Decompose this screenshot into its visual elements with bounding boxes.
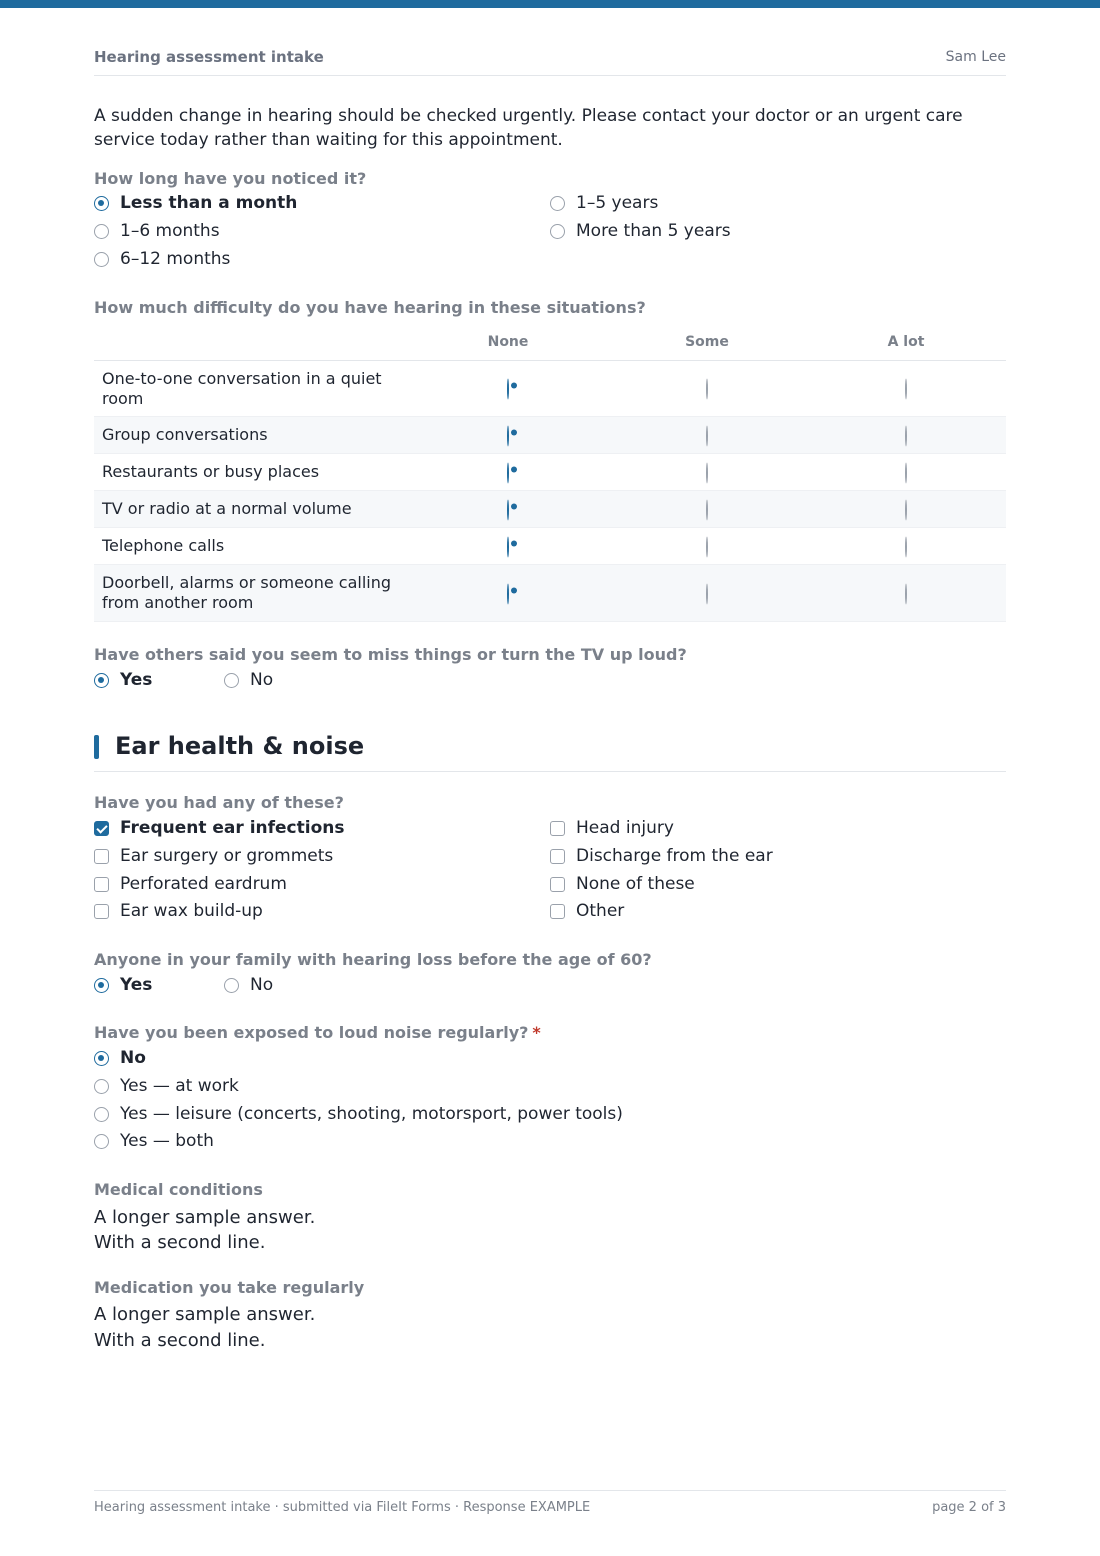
radio-icon	[706, 499, 708, 520]
radio-icon	[94, 1134, 109, 1149]
table-row	[94, 454, 1006, 491]
grid-radio-some[interactable]	[706, 426, 708, 445]
row-label: One-to-one conversation in a quiet room	[102, 369, 382, 408]
grid-radio-none[interactable]	[507, 426, 509, 445]
section-accent-bar	[94, 735, 99, 759]
noise-question	[94, 1023, 541, 1042]
grid-radio-none[interactable]	[507, 500, 509, 519]
radio-icon	[507, 583, 509, 604]
form-title: Hearing assessment intake	[94, 48, 324, 66]
duration-option-more-than-5-years[interactable]	[550, 221, 731, 241]
column-header-a-lot: A lot	[887, 334, 925, 350]
option-label: Head injury	[576, 818, 674, 838]
grid-radio-none[interactable]	[507, 537, 509, 556]
page-footer	[94, 1490, 1006, 1520]
column-header-some: Some	[685, 334, 729, 350]
others-option-no[interactable]	[224, 670, 273, 690]
grid-radio-some[interactable]	[706, 380, 708, 399]
others-question: Have others said you seem to miss things or turn the TV up loud?	[94, 645, 687, 664]
duration-option-1-5-years[interactable]	[550, 193, 658, 213]
radio-icon	[507, 499, 509, 520]
row-label: Group conversations	[102, 425, 268, 444]
grid-radio-some[interactable]	[706, 500, 708, 519]
option-label: Other	[576, 901, 625, 921]
radio-icon	[507, 425, 509, 446]
row-label: Restaurants or busy places	[102, 462, 320, 481]
checkbox-icon	[94, 821, 109, 836]
option-label: Yes — both	[120, 1131, 214, 1151]
grid-radio-a-lot[interactable]	[905, 584, 907, 603]
top-accent-bar	[0, 0, 1100, 8]
option-label: Discharge from the ear	[576, 846, 773, 866]
table-row	[94, 361, 1006, 417]
history-option-ear-infections[interactable]	[94, 818, 344, 838]
option-label: 1–5 years	[576, 193, 659, 213]
checkbox-icon	[94, 877, 109, 892]
option-label: Yes	[120, 670, 153, 690]
history-option-other[interactable]	[550, 901, 624, 921]
history-option-head-injury[interactable]	[550, 818, 674, 838]
medical-question: Medical conditions	[94, 1180, 263, 1199]
radio-icon	[224, 673, 239, 688]
noise-option-leisure[interactable]	[94, 1104, 623, 1124]
medication-question: Medication you take regularly	[94, 1278, 365, 1297]
radio-icon	[94, 1107, 109, 1122]
option-label: Yes — leisure (concerts, shooting, motorsport, power tools)	[120, 1104, 623, 1124]
radio-icon	[905, 499, 907, 520]
option-label: Perforated eardrum	[120, 874, 287, 894]
checkbox-icon	[550, 904, 565, 919]
row-label: Doorbell, alarms or someone calling from another room	[102, 573, 391, 612]
page-number: page 2 of 3	[932, 1500, 1006, 1515]
grid-radio-none[interactable]	[507, 463, 509, 482]
urgent-notice: A sudden change in hearing should be checked urgently. Please contact your doctor or an urgent care service today rather than waiting for this appointment.	[94, 106, 963, 150]
radio-icon	[550, 196, 565, 211]
option-label: No	[250, 670, 274, 690]
checkbox-icon	[550, 849, 565, 864]
option-label: No	[250, 975, 274, 995]
option-label: Yes — at work	[120, 1076, 239, 1096]
duration-option-less-than-month[interactable]	[94, 193, 297, 213]
noise-question-text: Have you been exposed to loud noise regularly?	[94, 1023, 529, 1042]
grid-radio-a-lot[interactable]	[905, 380, 907, 399]
family-question: Anyone in your family with hearing loss before the age of 60?	[94, 950, 652, 969]
column-header-none: None	[487, 334, 529, 350]
footer-info: Hearing assessment intake · submitted via FileIt Forms · Response EXAMPLE	[94, 1500, 591, 1515]
duration-option-1-6-months[interactable]	[94, 221, 220, 241]
grid-radio-some[interactable]	[706, 463, 708, 482]
row-label: TV or radio at a normal volume	[102, 499, 352, 518]
medication-answer-line-1: A longer sample answer.	[94, 1304, 316, 1325]
duration-option-6-12-months[interactable]	[94, 249, 230, 269]
radio-icon	[507, 462, 509, 483]
radio-icon	[706, 583, 708, 604]
grid-radio-a-lot[interactable]	[905, 426, 907, 445]
checkbox-icon	[550, 877, 565, 892]
radio-icon	[224, 978, 239, 993]
radio-icon	[507, 379, 509, 400]
option-label: Ear wax build-up	[120, 901, 263, 921]
radio-icon	[507, 536, 509, 557]
user-name: Sam Lee	[945, 49, 1006, 65]
option-label: 1–6 months	[120, 221, 220, 241]
medical-answer-line-2: With a second line.	[94, 1232, 266, 1253]
grid-radio-a-lot[interactable]	[905, 463, 907, 482]
history-option-ear-surgery[interactable]	[94, 846, 333, 866]
history-option-discharge[interactable]	[550, 846, 773, 866]
page-header	[94, 48, 1006, 76]
option-label: No	[120, 1048, 146, 1068]
option-label: 6–12 months	[120, 249, 231, 269]
table-row	[94, 491, 1006, 528]
difficulty-grid	[94, 330, 1006, 622]
medical-answer-line-1: A longer sample answer.	[94, 1207, 316, 1228]
table-row	[94, 417, 1006, 454]
noise-option-work[interactable]	[94, 1076, 239, 1096]
radio-icon	[706, 536, 708, 557]
radio-icon	[94, 224, 109, 239]
radio-icon	[905, 583, 907, 604]
radio-icon	[94, 673, 109, 688]
radio-icon	[706, 379, 708, 400]
radio-icon	[706, 425, 708, 446]
medication-answer-line-2: With a second line.	[94, 1330, 266, 1351]
radio-icon	[94, 1051, 109, 1066]
option-label: Yes	[120, 975, 153, 995]
noise-option-both[interactable]	[94, 1131, 214, 1151]
row-label: Telephone calls	[102, 536, 225, 555]
section-title: Ear health & noise	[115, 732, 365, 760]
grid-radio-some[interactable]	[706, 584, 708, 603]
table-row	[94, 528, 1006, 565]
section-heading	[94, 732, 1006, 772]
history-option-perforated-eardrum[interactable]	[94, 874, 287, 894]
grid-radio-none[interactable]	[507, 380, 509, 399]
noise-option-no[interactable]	[94, 1048, 146, 1068]
family-option-no[interactable]	[224, 975, 273, 995]
option-label: Frequent ear infections	[120, 818, 345, 838]
grid-radio-none[interactable]	[507, 584, 509, 603]
history-question: Have you had any of these?	[94, 793, 344, 812]
option-label: More than 5 years	[576, 221, 731, 241]
others-option-yes[interactable]	[94, 670, 152, 690]
duration-question: How long have you noticed it?	[94, 169, 367, 188]
grid-radio-a-lot[interactable]	[905, 500, 907, 519]
history-option-ear-wax[interactable]	[94, 901, 263, 921]
checkbox-icon	[94, 849, 109, 864]
radio-icon	[905, 379, 907, 400]
family-option-yes[interactable]	[94, 975, 152, 995]
history-option-none[interactable]	[550, 874, 695, 894]
radio-icon	[550, 224, 565, 239]
radio-icon	[706, 462, 708, 483]
radio-icon	[905, 425, 907, 446]
radio-icon	[905, 462, 907, 483]
radio-icon	[94, 196, 109, 211]
option-label: None of these	[576, 874, 695, 894]
table-row	[94, 565, 1006, 622]
radio-icon	[905, 536, 907, 557]
radio-icon	[94, 252, 109, 267]
grid-radio-some[interactable]	[706, 537, 708, 556]
checkbox-icon	[550, 821, 565, 836]
option-label: Less than a month	[120, 193, 298, 213]
grid-header	[94, 330, 1006, 361]
radio-icon	[94, 1079, 109, 1094]
required-mark: *	[532, 1023, 541, 1042]
radio-icon	[94, 978, 109, 993]
checkbox-icon	[94, 904, 109, 919]
option-label: Ear surgery or grommets	[120, 846, 334, 866]
difficulty-question: How much difficulty do you have hearing in these situations?	[94, 298, 646, 317]
grid-radio-a-lot[interactable]	[905, 537, 907, 556]
